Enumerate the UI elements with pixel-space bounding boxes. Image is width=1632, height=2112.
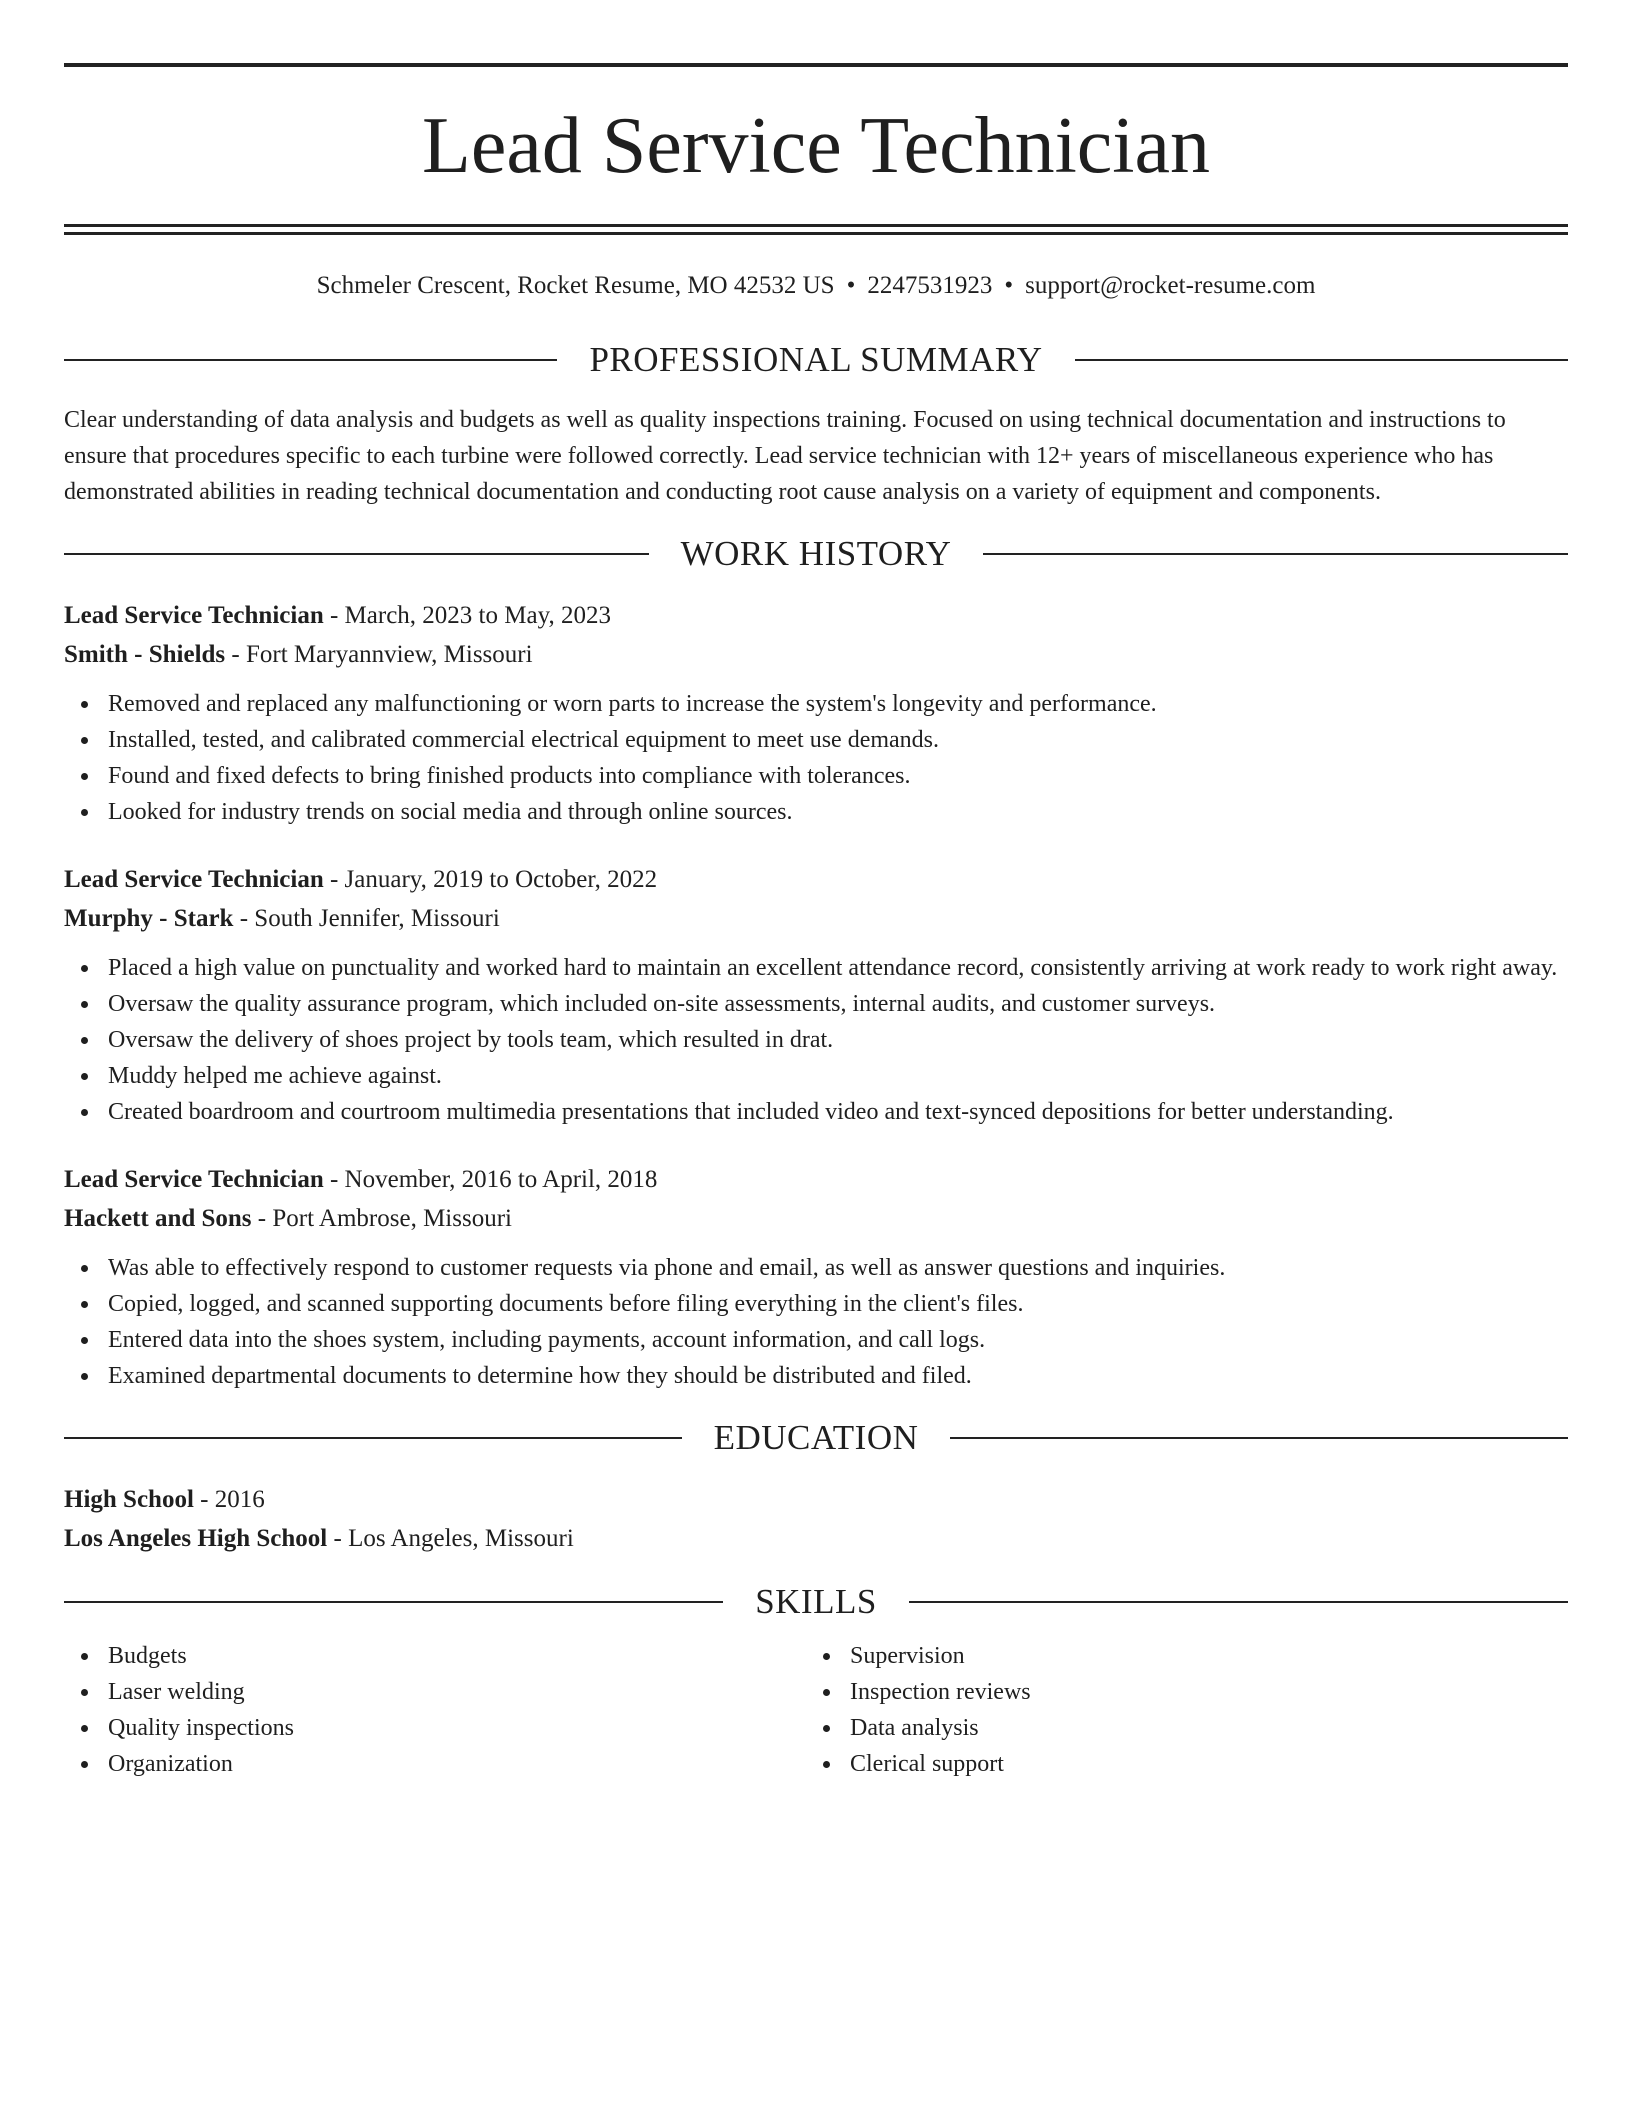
job-company: Smith - Shields	[64, 641, 226, 668]
job-company: Murphy - Stark	[64, 905, 234, 932]
list-item: Entered data into the shoes system, including payments, account information, and call logs.	[64, 1322, 1568, 1358]
job-title: Lead Service Technician	[64, 1166, 324, 1193]
contact-line	[64, 270, 1568, 302]
education-location: - Los Angeles, Missouri	[327, 1525, 574, 1552]
list-item: Created boardroom and courtroom multimedia presentations that included video and text-synced depositions for better understanding.	[64, 1094, 1568, 1130]
skills-left-list	[64, 1638, 806, 1782]
list-item: Looked for industry trends on social media and through online sources.	[64, 794, 1568, 830]
job-dates: - March, 2023 to May, 2023	[323, 602, 611, 629]
job-location: - Port Ambrose, Missouri	[251, 1205, 512, 1232]
header-double-rule	[64, 224, 1568, 235]
job-company-line	[64, 899, 1568, 938]
skill-item: Clerical support	[806, 1746, 1548, 1782]
skill-item: Quality inspections	[64, 1710, 806, 1746]
section-title: SKILLS	[755, 1582, 877, 1621]
job-dates: - January, 2019 to October, 2022	[323, 866, 658, 893]
contact-separator: •	[1004, 272, 1014, 299]
list-item: Muddy helped me achieve against.	[64, 1058, 1568, 1094]
contact-email: support@rocket-resume.com	[1025, 272, 1316, 299]
job-company: Hackett and Sons	[64, 1205, 252, 1232]
skill-item: Organization	[64, 1746, 806, 1782]
heading-rule-left	[64, 1601, 723, 1603]
job-bullets	[64, 686, 1568, 830]
list-item: Removed and replaced any malfunctioning or worn parts to increase the system's longevity and performance.	[64, 686, 1568, 722]
heading-rule-right	[983, 553, 1568, 555]
job-location: - South Jennifer, Missouri	[233, 905, 500, 932]
heading-rule-right	[909, 1601, 1568, 1603]
section-title: WORK HISTORY	[680, 534, 952, 573]
education-school-line	[64, 1519, 1568, 1558]
education-year: - 2016	[193, 1486, 265, 1513]
job-title-line	[64, 596, 1568, 635]
header-top-rule	[64, 63, 1568, 67]
job-company-line	[64, 635, 1568, 674]
job-title: Lead Service Technician	[64, 866, 324, 893]
list-item: Oversaw the delivery of shoes project by tools team, which resulted in drat.	[64, 1022, 1568, 1058]
education-degree: High School	[64, 1486, 194, 1513]
skill-item: Laser welding	[64, 1674, 806, 1710]
list-item: Oversaw the quality assurance program, which included on-site assessments, internal audits, and customer surveys.	[64, 986, 1568, 1022]
section-title: PROFESSIONAL SUMMARY	[589, 340, 1043, 379]
list-item: Copied, logged, and scanned supporting documents before filing everything in the client's files.	[64, 1286, 1568, 1322]
job-title-line	[64, 860, 1568, 899]
heading-rule-right	[950, 1437, 1568, 1439]
heading-rule-left	[64, 553, 649, 555]
contact-address: Schmeler Crescent, Rocket Resume, MO 42532 US	[316, 272, 835, 299]
skill-item: Data analysis	[806, 1710, 1548, 1746]
heading-rule-left	[64, 359, 557, 361]
section-heading-skills	[64, 1580, 1568, 1624]
job-title-line	[64, 1160, 1568, 1199]
job-entry	[64, 1160, 1568, 1394]
job-entry	[64, 860, 1568, 1130]
section-heading-summary	[64, 338, 1568, 382]
heading-rule-left	[64, 1437, 682, 1439]
heading-rule-right	[1075, 359, 1568, 361]
job-dates: - November, 2016 to April, 2018	[323, 1166, 658, 1193]
resume-page	[64, 0, 1568, 1782]
skills-right-list	[806, 1638, 1548, 1782]
job-entry	[64, 596, 1568, 830]
list-item: Was able to effectively respond to customer requests via phone and email, as well as answer questions and inquiries.	[64, 1250, 1568, 1286]
list-item: Installed, tested, and calibrated commercial electrical equipment to meet use demands.	[64, 722, 1568, 758]
summary-text: Clear understanding of data analysis and budgets as well as quality inspections training. Focused on using technical documentation and instructions to ensure that procedures specific to each turbine were followed correctly. Lead service technician with 12+ years of miscellaneous experience who has demonstrated abilities in reading technical documentation and conducting root cause analysis on a variety of equipment and components.	[64, 407, 1506, 505]
education-school: Los Angeles High School	[64, 1525, 328, 1552]
list-item: Found and fixed defects to bring finished products into compliance with tolerances.	[64, 758, 1568, 794]
section-heading-education	[64, 1416, 1568, 1460]
skills-columns	[64, 1638, 1568, 1782]
list-item: Examined departmental documents to determine how they should be distributed and filed.	[64, 1358, 1568, 1394]
skill-item: Budgets	[64, 1638, 806, 1674]
section-heading-work-history	[64, 532, 1568, 576]
job-bullets	[64, 1250, 1568, 1394]
job-company-line	[64, 1199, 1568, 1238]
resume-name: Lead Service Technician	[421, 102, 1211, 190]
job-bullets	[64, 950, 1568, 1130]
list-item: Placed a high value on punctuality and worked hard to maintain an excellent attendance record, consistently arriving at work ready to work right away.	[64, 950, 1568, 986]
skill-item: Supervision	[806, 1638, 1548, 1674]
job-title: Lead Service Technician	[64, 602, 324, 629]
job-location: - Fort Maryannview, Missouri	[225, 641, 533, 668]
education-degree-line	[64, 1480, 1568, 1519]
section-title: EDUCATION	[713, 1418, 919, 1457]
contact-separator: •	[846, 272, 856, 299]
contact-phone: 2247531923	[867, 272, 993, 299]
skill-item: Inspection reviews	[806, 1674, 1548, 1710]
